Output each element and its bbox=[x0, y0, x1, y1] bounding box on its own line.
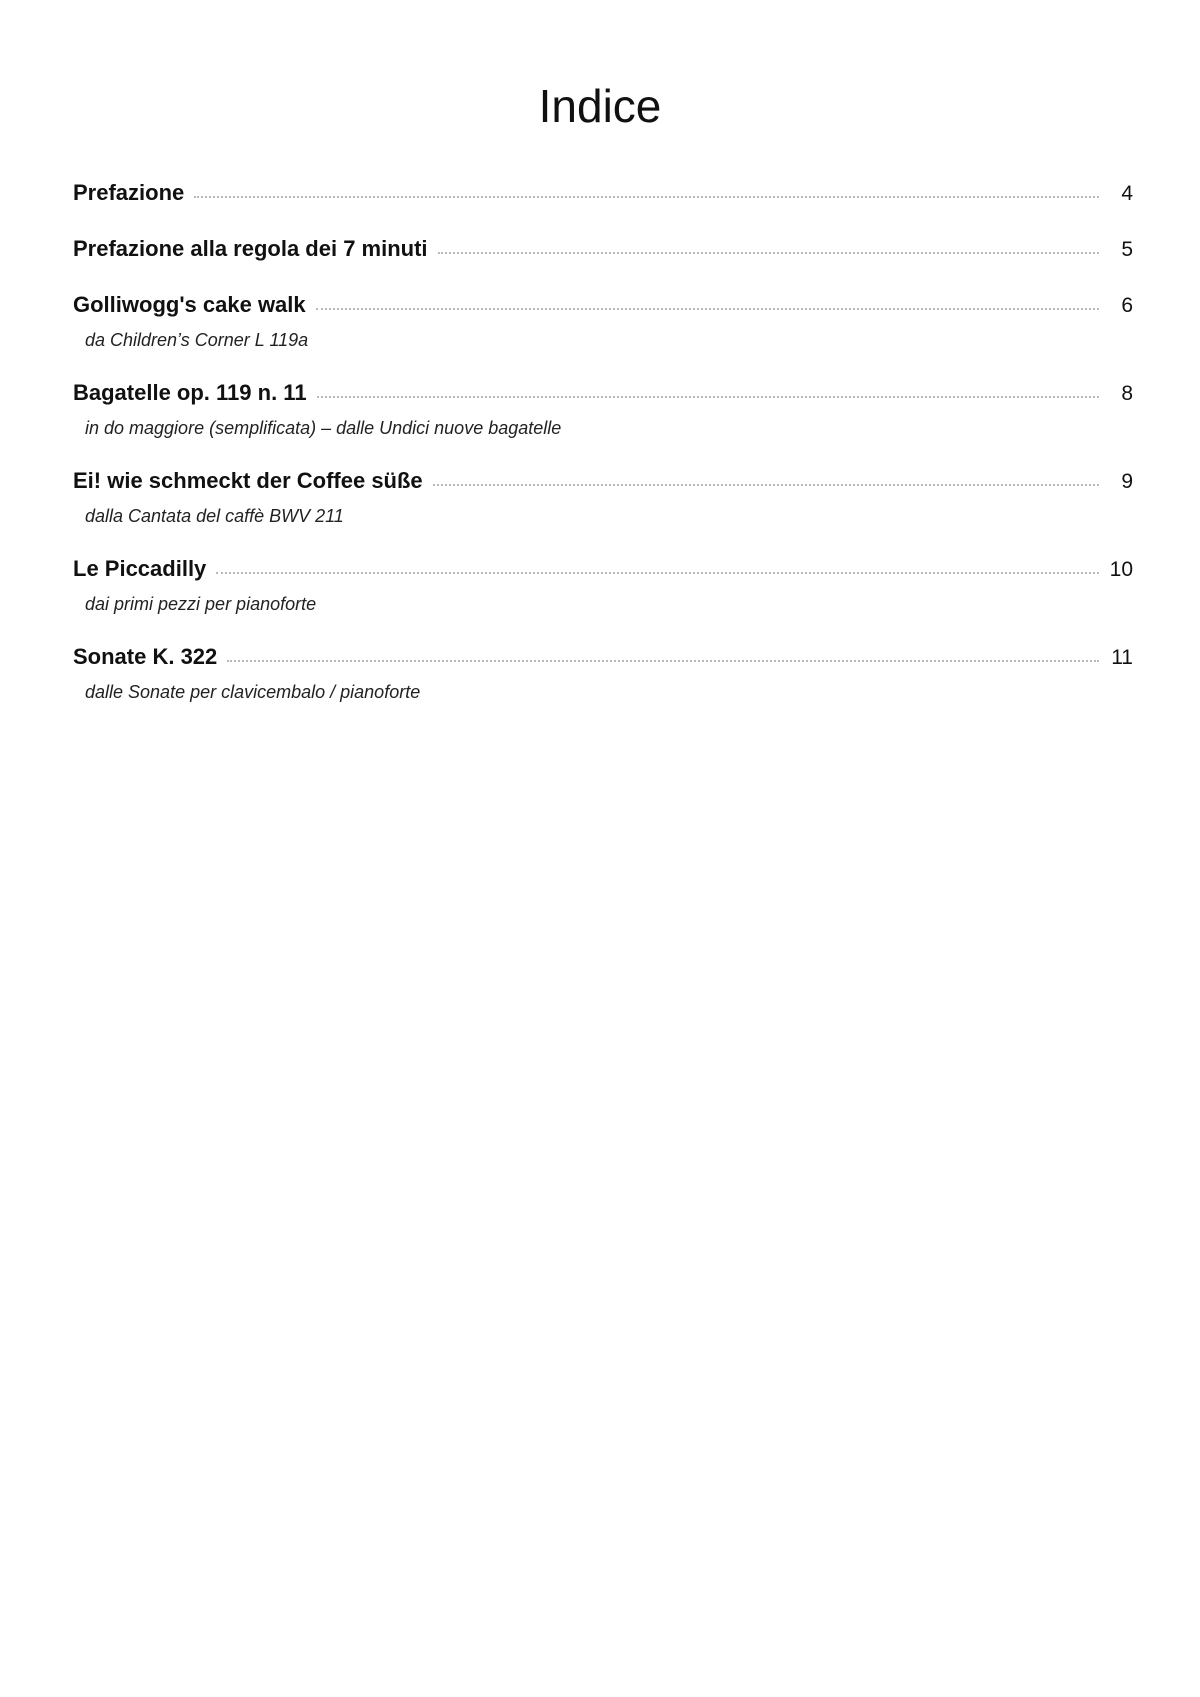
dot-leader bbox=[316, 308, 1099, 310]
toc-entry[interactable] bbox=[73, 468, 1133, 528]
toc-entry-subtitle: dai primi pezzi per pianoforte bbox=[85, 594, 317, 614]
toc-entry-line bbox=[73, 468, 1133, 500]
toc-entry-page[interactable]: 6 bbox=[1121, 294, 1133, 317]
toc-entry-title[interactable]: Golliwogg's cake walk bbox=[73, 292, 306, 317]
toc-entry-title[interactable]: Bagatelle op. 119 n. 11 bbox=[73, 380, 307, 405]
page-title: Indice bbox=[538, 80, 662, 132]
toc-entry-page[interactable]: 11 bbox=[1111, 646, 1133, 669]
toc-entry[interactable] bbox=[73, 180, 1133, 212]
toc-entry-title[interactable]: Prefazione bbox=[73, 180, 185, 205]
dot-leader bbox=[433, 484, 1099, 486]
toc-entry-page[interactable]: 5 bbox=[1121, 238, 1133, 261]
toc-entry-line bbox=[73, 180, 1133, 212]
toc-entry-page[interactable]: 10 bbox=[1109, 558, 1133, 581]
toc-entry-line bbox=[73, 644, 1133, 676]
toc-entry-subtitle: dalla Cantata del caffè BWV 211 bbox=[85, 506, 344, 526]
toc-entry-title[interactable]: Sonate K. 322 bbox=[73, 644, 218, 669]
toc-entry[interactable] bbox=[73, 556, 1133, 616]
dot-leader bbox=[317, 396, 1099, 398]
toc-entry-line bbox=[73, 292, 1133, 324]
dot-leader bbox=[227, 660, 1099, 662]
toc-entry-page[interactable]: 4 bbox=[1121, 182, 1133, 205]
toc-entry-title[interactable]: Ei! wie schmeckt der Coffee süße bbox=[73, 468, 423, 493]
toc-entry-title[interactable]: Prefazione alla regola dei 7 minuti bbox=[73, 236, 428, 261]
table-of-contents bbox=[73, 180, 1133, 732]
toc-entry-subtitle: dalle Sonate per clavicembalo / pianoforte bbox=[85, 682, 421, 702]
toc-entry-page[interactable]: 8 bbox=[1121, 382, 1133, 405]
toc-entry-subtitle: in do maggiore (semplificata) – dalle Undici nuove bagatelle bbox=[85, 418, 562, 438]
toc-entry-line bbox=[73, 556, 1133, 588]
toc-entry[interactable] bbox=[73, 380, 1133, 440]
dot-leader bbox=[438, 252, 1099, 254]
dot-leader bbox=[216, 572, 1099, 574]
dot-leader bbox=[194, 196, 1099, 198]
toc-entry[interactable] bbox=[73, 236, 1133, 268]
toc-entry-line bbox=[73, 380, 1133, 412]
toc-entry-line bbox=[73, 236, 1133, 268]
toc-entry[interactable] bbox=[73, 644, 1133, 704]
toc-entry[interactable] bbox=[73, 292, 1133, 352]
toc-entry-page[interactable]: 9 bbox=[1121, 470, 1133, 493]
toc-entry-title[interactable]: Le Piccadilly bbox=[73, 556, 207, 581]
toc-entry-subtitle: da Children’s Corner L 119a bbox=[85, 330, 309, 350]
